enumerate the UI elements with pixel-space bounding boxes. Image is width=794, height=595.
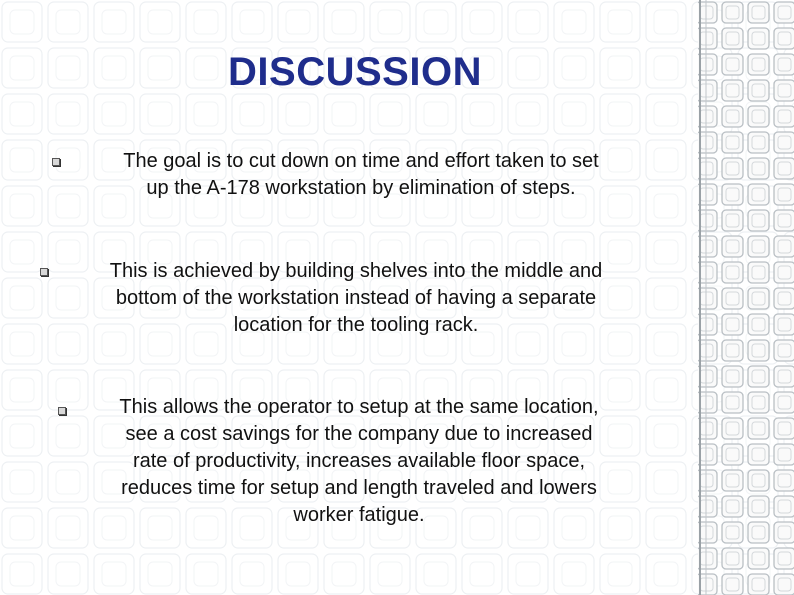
- bullet-line: This is achieved by building shelves into the middle and: [109, 260, 603, 282]
- bullet-line: location for the tooling rack.: [233, 314, 479, 336]
- bullet-line: This allows the operator to setup at the same location,: [119, 396, 599, 418]
- bullet-line: see a cost savings for the company due to increased: [125, 423, 593, 445]
- bullet-marker: [52, 158, 60, 166]
- bullet-line: rate of productivity, increases available floor space,: [132, 450, 586, 472]
- bullet-line: reduces time for setup and length traveled and lowers: [121, 477, 597, 499]
- bullet-line: up the A-178 workstation by elimination of steps.: [146, 177, 576, 199]
- slide-title: DISCUSSION: [228, 50, 482, 94]
- bullet-text: [64, 394, 654, 529]
- bullet-line: bottom of the workstation instead of having a separate: [115, 287, 597, 309]
- bullet-text: [66, 148, 656, 202]
- bullet-marker: [40, 268, 48, 276]
- bullet-line: The goal is to cut down on time and effort taken to set: [123, 150, 599, 172]
- decorative-right-border: [694, 0, 794, 595]
- bullet-line: worker fatigue.: [293, 504, 425, 526]
- bullet-text: [54, 258, 658, 339]
